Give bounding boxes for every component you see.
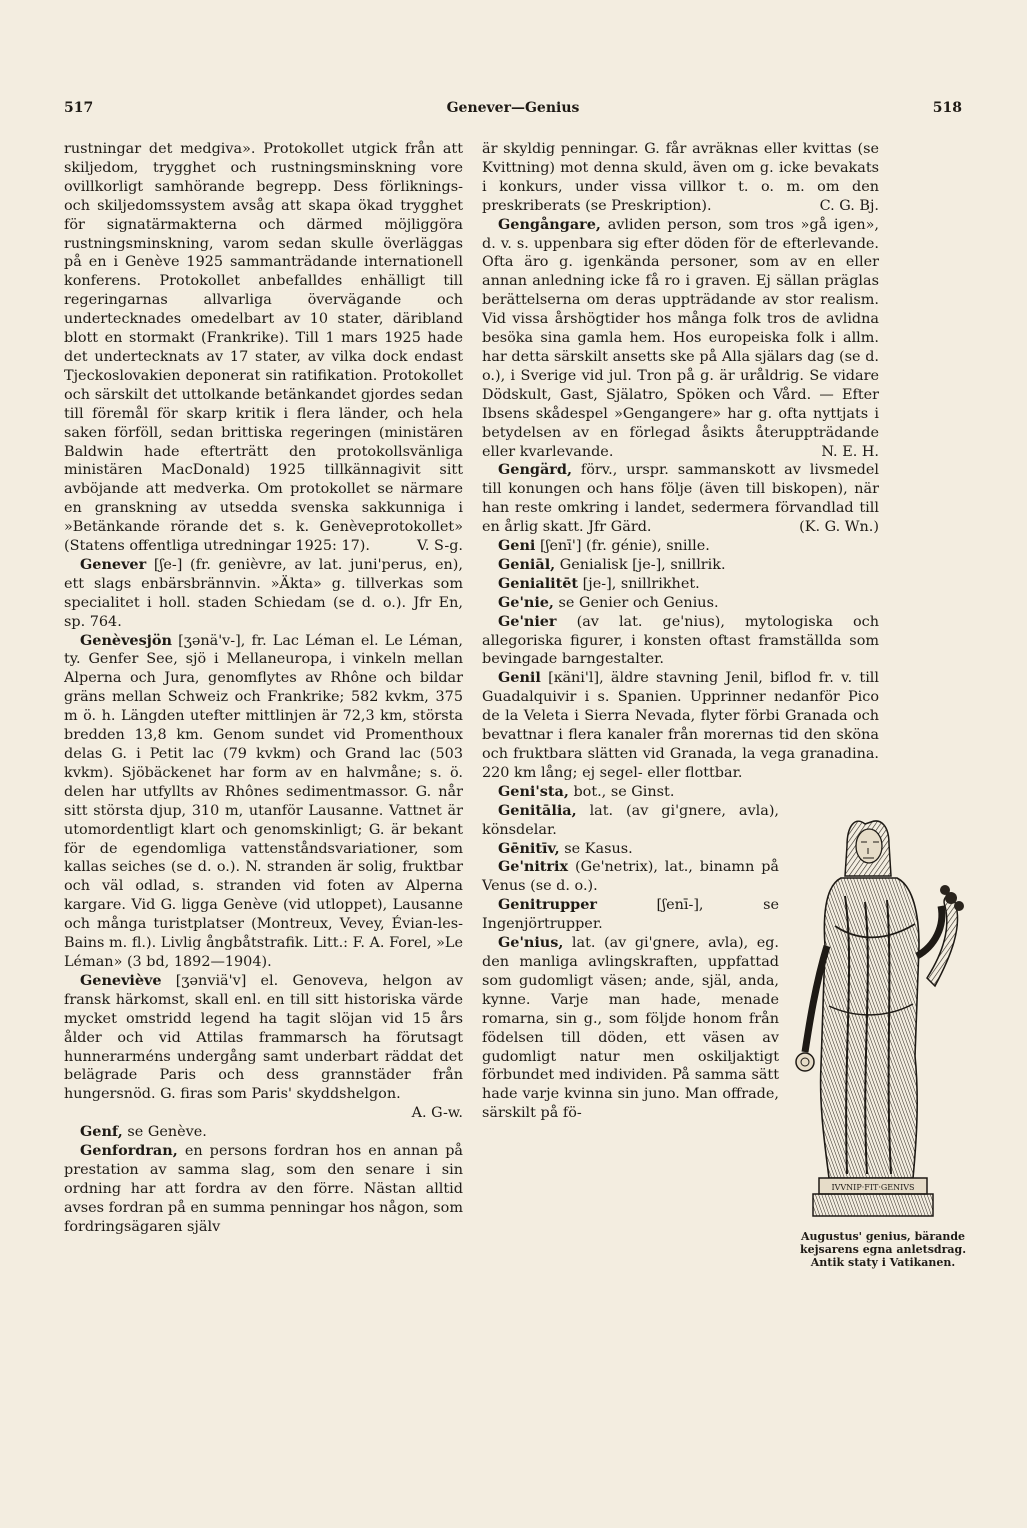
headword: Genèvesjön <box>80 631 172 649</box>
entry-text: [ʃenī'] (fr. génie), snille. <box>539 538 710 555</box>
entry-text: förv., urspr. sammanskott av livsmedel till konungen och hans följe (även till biskopen), när han reste omkring i landet, sedermera förvandlad till en årlig skatt. Jfr Gärd. <box>482 462 880 536</box>
author-signature: A. G-w. <box>411 1105 463 1122</box>
entry-text: avliden person, som tros »gå igen», d. v. s. uppenbara sig efter döden för de efterlevande. Ofta äro g. igenkända personer, som av en eller annan anledning icke få ro i graven. Ej sällan präglas berättelserna om deras uppträdande av stor realism. Vid vissa årshögtider hos många folk tros de avlidna besöka sina gamla hem. Hos europeiska folk i allm. har detta särskilt ansetts ske på Alla själars dag (se d. o.), i Sverige vid jul. Tron på g. är uråldrig. Se vidare Dödskult, Gast, Själatro, Spöken och Vård. — Efter Ibsens skådespel »Gengangere» har g. ofta nyttjats i betydelsen av en förlegad åsikts återuppträdande eller kvarlevande. <box>482 216 880 460</box>
author-signature: C. G. Bj. <box>819 197 879 214</box>
headword: Geniāl, <box>498 555 556 573</box>
headword: Geni'sta, <box>498 782 569 800</box>
entry-text: [ʒənviä'v] el. Genoveva, helgon av fransk härkomst, skall enl. en till sitt historiska värde mycket omstridd legend ha tagit slöjan vid 15 års ålder och vid Attilas frammarsch ha förutsagt hunnerarméns undergång samt underbart räddat det belägrade Paris och dess grannstäder från hungersnöd. G. firas som Paris' skyddshelgon. <box>64 972 463 1103</box>
entry-text: se Genève. <box>127 1124 207 1141</box>
entry-genie <box>482 594 879 613</box>
headword: Genialitēt <box>498 574 579 592</box>
headword: Genfordran, <box>80 1142 178 1160</box>
entry-genial <box>482 556 879 575</box>
entry-genialitet <box>482 575 879 594</box>
running-head: Genever—Genius <box>446 100 580 116</box>
entry-continuation: är skyldig penningar. G. får avräknas eller kvittas (se Kvittning) mot denna skuld, även om g. icke bevakats i konkurs, under vissa villkor t. o. m. om den preskriberats (se Preskription). C. G. Bj. <box>482 141 879 214</box>
headword: Ge'nius, <box>498 934 564 952</box>
entry-text: en persons fordran hos en annan på prestation av samma slag, som den senare i sin ordning har att fordra av den förre. Nästan alltid avses fordran på en summa penningar hos någon, som fordringsägaren själv <box>64 1143 463 1235</box>
headword: Gengärd, <box>498 461 572 479</box>
entry-text: [ʃe-] (fr. genièvre, av lat. juni'perus, en), ett slags enbärsbrännvin. »Äkta» g. tillverkas som specialitet i holl. staden Schiedam (se d. o.). Jfr En, sp. 764. <box>64 556 463 630</box>
right-column <box>482 140 967 1269</box>
page-number-left: 517 <box>64 100 94 116</box>
headword: Genitrupper <box>498 896 597 914</box>
statue-inscription: IVVNIP·FIT·GENIVS <box>831 1182 915 1192</box>
headword: Genitālia, <box>498 801 577 819</box>
statue-figure <box>787 806 979 1269</box>
headword: Genil <box>498 669 541 687</box>
entry-genier <box>482 613 879 670</box>
figure-caption: Augustus' genius, bärande kejsarens egna anletsdrag. Antik staty i Vatikanen. <box>799 1229 967 1269</box>
entry-geni <box>482 537 879 556</box>
entry-genevieve <box>64 972 463 1123</box>
page-number-right: 518 <box>932 100 962 116</box>
entry-genfordran <box>64 1142 463 1237</box>
headword: Genever <box>80 555 147 573</box>
entry-gengard <box>482 461 879 537</box>
headword: Ge'nie, <box>498 593 554 611</box>
entry-text: lat. (av gi'gnere, avla), könsdelar. <box>482 802 780 838</box>
entry-genil <box>482 669 879 782</box>
headword: Gēnitīv, <box>498 839 560 857</box>
entry-continuation: rustningar det medgiva». Protokollet utgick från att skiljedom, trygghet och rustningsminskning vore ovillkorligt samhörande begrepp. Dess förliknings- och skiljedomssystem avsåg att skapa ökad trygghet för signatärmakterna och därmed möjliggöra rustningsminskning, varom sedan skulle överläggas på en i Genève 1925 sammanträdande internationell konferens. Protokollet anbefalldes enhälligt till regeringarnas allvarliga övervägande och undertecknades omedelbart av 10 stater, däribland blott en stormakt (Frankrike). Till 1 mars 1925 hade det undertecknats av 17 stater, av vilka dock endast Tjeckoslovakien deponerat sin ratifikation. Protokollet och särskilt det uttolkande betänkandet gjordes sedan till föremål för skarp kritik i flera länder, och hela saken förföll, sedan brittiska regeringen (ministären Baldwin hade efterträtt den protokollsvänliga ministären MacDonald) 1925 tillkännagivit sitt avböjande att medverka. Om protokollet se närmare en granskning av utsedda svenska sakkunniga i »Betänkande rörande det s. k. Genèveprotokollet» (Statens offentliga utredningar 1925: 17). V. S-g. <box>64 141 463 555</box>
entry-text: [je-], snillrikhet. <box>582 575 700 592</box>
headword: Genf, <box>80 1123 123 1141</box>
headword: Ge'nitrix <box>498 858 569 876</box>
entry-text: (av lat. ge'nius), mytologiska och allegoriska figurer, i konsten oftast framställda som bevingade barngestalter. <box>482 613 879 668</box>
statue-engraving <box>795 806 970 1226</box>
entry-genevesjon <box>64 632 463 972</box>
headword: Geneviève <box>80 971 162 989</box>
page-header <box>64 100 962 124</box>
entry-text: (Ge'netrix), lat., binamn på Venus (se d. o.). <box>482 859 780 895</box>
entry-text: se Genier och Genius. <box>558 594 719 611</box>
entry-text: bot., se Ginst. <box>573 783 675 800</box>
entry-text: se Kasus. <box>564 840 633 857</box>
entry-genf <box>64 1123 463 1142</box>
entry-text: [ĸäni'l], äldre stavning Jenil, biflod fr. v. till Guadalquivir i s. Spanien. Upprinner nedanför Pico de la Veleta i Sierra Nevada, flyter förbi Granada och bevattnar i flera kanaler från morernas tid den sköna och fruktbara slätten vid Granada, la vega granadina. 220 km lång; ej segel- eller flottbar. <box>482 670 879 781</box>
statue-illustration <box>795 806 970 1226</box>
entry-text: [ʒənä'v-], fr. Lac Léman el. Le Léman, ty. Genfer See, sjö i Mellaneuropa, i vinkeln mellan Alperna och Jura, genomflytes av Rhône och bildar gräns mellan Schweiz och Frankrike; 582 kvkm, 375 m ö. h. Längden utefter mittlinjen är 72,3 km, största bredden 13,8 km. Genom sundet vid Promenthoux delas G. i Petit lac (79 kvkm) och Grand lac (503 kvkm). Sjöbäckenet har form av en halvmåne; s. ö. delen har utfyllts av Rhônes sedimentmassor. G. når sitt största djup, 310 m, utanför Lausanne. Vattnet är utomordentligt klart och genomskinligt; G. är bekant för de egendomliga vattenståndsvariationer, som kallas seiches (se d. o.). N. stranden är solig, fruktbar och väl odlad, s. stranden vid foten av Alperna kargare. Vid G. ligga Genève (vid utloppet), Lausanne och många turistplatser (Montreux, Vevey, Évian-les-Bains m. fl.). Livlig ångbåtstrafik. Litt.: F. A. Forel, »Le Léman» (3 bd, 1892—1904). <box>64 632 463 970</box>
author-signature: (K. G. Wn.) <box>799 519 879 536</box>
author-signature: N. E. H. <box>821 443 879 460</box>
headword: Gengångare, <box>498 215 601 233</box>
entry-genever <box>64 556 463 632</box>
headword: Ge'nier <box>498 612 557 630</box>
entry-text: lat. (av gi'gnere, avla), eg. den manliga avlingskraften, uppfattad som gudomligt väsen; ande, själ, anda, kynne. Varje man hade, menade romarna, sin g., som följde honom från födelsen till döden, ett väsen av gudomligt natur men oskiljaktigt förbundet med individen. På samma sätt hade varje kvinna sin juno. Man offrade, särskilt på fö- <box>482 935 779 1122</box>
entry-text: [ʃenī-], se Ingenjörtrupper. <box>482 897 780 933</box>
entry-gengangare <box>482 216 879 462</box>
left-column <box>64 140 463 1237</box>
author-signature: V. S-g. <box>416 538 463 555</box>
headword: Geni <box>498 537 536 555</box>
entry-genista <box>482 783 879 802</box>
entry-text: Genialisk [je-], snillrik. <box>559 556 726 573</box>
